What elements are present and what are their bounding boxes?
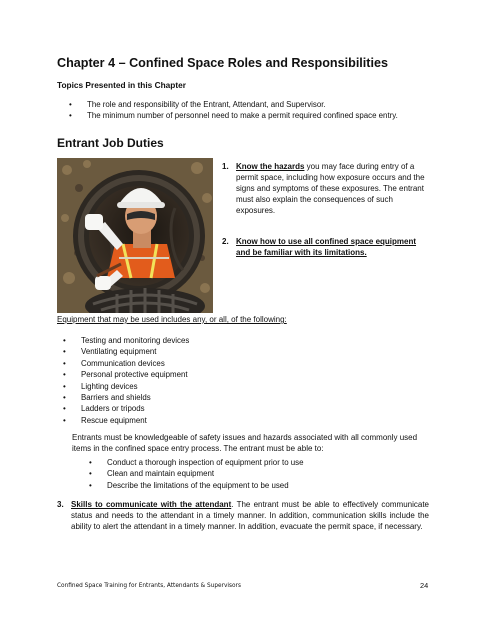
list-item: • Barriers and shields bbox=[58, 392, 358, 403]
list-item: • Conduct a thorough inspection of equipment prior to use bbox=[84, 457, 424, 468]
topics-heading: Topics Presented in this Chapter bbox=[57, 80, 186, 90]
duty-title: Skills to communicate with the attendant bbox=[71, 500, 232, 509]
duty-title: Know how to use all confined space equipment and be familiar with its limitations. bbox=[236, 237, 417, 258]
list-item: • Personal protective equipment bbox=[58, 369, 358, 380]
page-number: 24 bbox=[420, 581, 429, 590]
duty-text: you may face during entry of a permit space, including how exposure occurs and the signs and symptoms of these exposures. The entrant must also explain the consequences of such exposures. bbox=[236, 162, 425, 216]
able-to-list bbox=[84, 457, 424, 491]
list-item: • The role and responsibility of the Entrant, Attendant, and Supervisor. bbox=[64, 99, 444, 110]
duty-title: Know the hazards bbox=[236, 162, 305, 171]
list-item: • Communication devices bbox=[58, 358, 358, 369]
list-item: • The minimum number of personnel need to make a permit required confined space entry. bbox=[64, 110, 444, 121]
duty-item-2 bbox=[222, 236, 427, 258]
entrant-photo bbox=[57, 158, 213, 313]
entrants-paragraph: Entrants must be knowledgeable of safety issues and hazards associated with all commonly used items in the confined space entry process. The entrant must be able to: bbox=[72, 433, 418, 454]
duty-number: 2. bbox=[222, 237, 229, 246]
list-item: • Describe the limitations of the equipment to be used bbox=[84, 480, 424, 491]
list-item: • Rescue equipment bbox=[58, 415, 358, 426]
duty-item-1 bbox=[222, 161, 427, 216]
duty-text: . The entrant must be able to effectively communicate status and needs to the attendant in a timely manner. In addition, communication skills include the ability to alert the attendant in a timely manner. In addition, evacuate the permit space, if necessary. bbox=[71, 500, 429, 532]
list-item: • Clean and maintain equipment bbox=[84, 468, 424, 479]
duty-number: 3. bbox=[57, 500, 64, 509]
list-item: • Ventilating equipment bbox=[58, 346, 358, 357]
equipment-list bbox=[58, 335, 358, 426]
duty-number: 1. bbox=[222, 162, 229, 171]
list-item: • Lighting devices bbox=[58, 381, 358, 392]
duty-item-3 bbox=[57, 499, 429, 532]
chapter-title: Chapter 4 – Confined Space Roles and Responsibilities bbox=[57, 56, 389, 70]
section-heading: Entrant Job Duties bbox=[57, 136, 164, 150]
topics-list bbox=[64, 99, 444, 122]
equipment-lead: Equipment that may be used includes any, or all, of the following: bbox=[57, 315, 287, 324]
list-item: • Ladders or tripods bbox=[58, 403, 358, 414]
list-item: • Testing and monitoring devices bbox=[58, 335, 358, 346]
footer-text: Confined Space Training for Entrants, Attendants & Supervisors bbox=[57, 583, 241, 589]
